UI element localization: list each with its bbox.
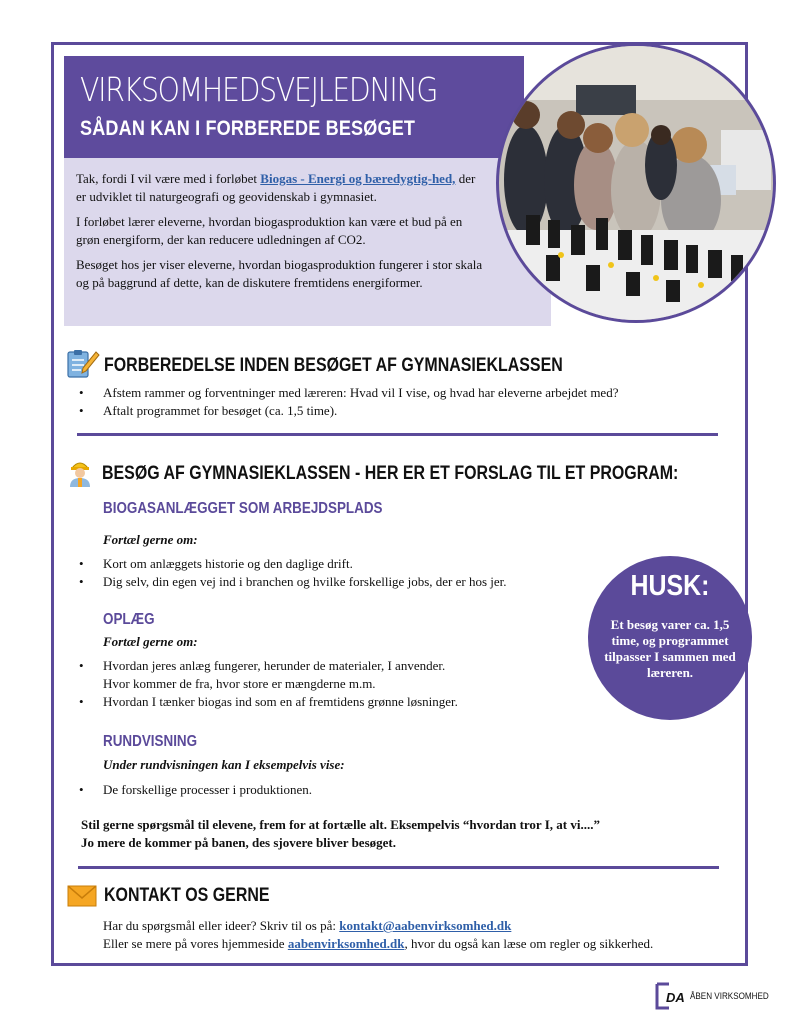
list-item: • De forskellige processer i produktionen. — [79, 781, 579, 799]
contact-line-2: Eller se mere på vores hjemmeside — [103, 936, 288, 951]
list-item: • Afstem rammer og forventninger med læreren: Hvad vil I vise, og hvad har eleverne arbejdet med? — [79, 384, 729, 402]
worker-icon — [67, 458, 93, 488]
divider — [78, 866, 719, 869]
closing-note — [81, 816, 600, 852]
list-item — [79, 657, 579, 693]
tour-list — [79, 781, 579, 799]
divider — [77, 433, 718, 436]
section-visit-heading: BESØG AF GYMNASIEKLASSEN - HER ER ET FORSLAG TIL ET PROGRAM: — [102, 463, 679, 484]
course-link[interactable]: Biogas - Energi og bæredygtig-hed, — [260, 171, 456, 186]
clipboard-pencil-icon — [66, 349, 100, 379]
subsection-workplace-lead: Fortæl gerne om: — [103, 532, 198, 547]
intro-paragraph-2: I forløbet lærer eleverne, hvordan biogasproduktion kan være et bud på en grøn energiform, der kan reducere udledningen af CO2. — [76, 214, 463, 247]
logo-name: ÅBEN VIRKSOMHED — [690, 991, 769, 1001]
page-title: VIRKSOMHEDSVEJLEDNING — [80, 70, 438, 109]
email-link[interactable]: kontakt@aabenvirksomhed.dk — [339, 918, 512, 933]
intro-text — [76, 170, 486, 299]
list-item: • Hvordan I tænker biogas ind som en af fremtidens grønne løsninger. — [79, 693, 579, 711]
logo-mark-text: DA — [666, 990, 685, 1005]
list-item: • Dig selv, din egen vej ind i branchen og hvilke forskellige jobs, der er hos jer. — [79, 573, 599, 591]
list-item-line: Hvordan jeres anlæg fungerer, herunder de materialer, I anvender. — [103, 658, 446, 673]
intro-paragraph-1 — [76, 170, 486, 206]
presentation-list — [79, 657, 579, 711]
intro-p1-rest: der er udviklet til naturgeografi og geovidenskab i gymnasiet. — [76, 171, 476, 204]
husk-title: HUSK: — [630, 570, 710, 602]
list-item: • Aftalt programmet for besøget (ca. 1,5 time). — [79, 402, 729, 420]
subsection-presentation-title: OPLÆG — [103, 611, 155, 628]
husk-body: Et besøg varer ca. 1,5 time, og programmet tilpasser I sammen med læreren. — [604, 617, 736, 680]
section-preparation-heading: FORBEREDELSE INDEN BESØGET AF GYMNASIEKLASSEN — [104, 355, 563, 376]
closing-line-1: Stil gerne spørgsmål til elevene, frem for at fortælle alt. Eksempelvis “hvordan tror I, at vi....” — [81, 817, 600, 832]
contact-text — [103, 917, 653, 953]
subsection-tour-title: RUNDVISNING — [103, 733, 198, 750]
page-subtitle: SÅDAN KAN I FORBEREDE BESØGET — [80, 117, 416, 140]
list-item: • Kort om anlæggets historie og den daglige drift. — [79, 555, 599, 573]
closing-line-2: Jo mere de kommer på banen, des sjovere bliver besøget. — [81, 835, 396, 850]
list-item-line: Hvor kommer de fra, hvor store er mængderne m.m. — [103, 676, 376, 691]
subsection-tour-lead: Under rundvisningen kan I eksempelvis vise: — [103, 757, 345, 772]
preparation-list — [79, 384, 729, 420]
workplace-list — [79, 555, 599, 591]
subsection-presentation-lead: Fortæl gerne om: — [103, 634, 198, 649]
intro-paragraph-3: Besøget hos jer viser eleverne, hvordan biogasproduktion fungerer i stor skala og på baggrund af dette, kan de diskutere fremtidens energiformer. — [76, 257, 483, 290]
logo-mark — [655, 982, 687, 1010]
contact-heading: KONTAKT OS GERNE — [104, 885, 270, 906]
subsection-workplace-title: BIOGASANLÆGGET SOM ARBEJDSPLADS — [103, 500, 383, 517]
students-photo — [486, 40, 786, 326]
contact-line-1: Har du spørgsmål eller ideer? Skriv til os på: — [103, 918, 340, 933]
website-link[interactable]: aabenvirksomhed.dk — [287, 936, 405, 951]
contact-line-2-rest: , hvor du også kan læse om regler og sikkerhed. — [404, 936, 654, 951]
husk-badge — [588, 556, 752, 720]
envelope-icon — [67, 885, 97, 907]
intro-p1-text: Tak, fordi I vil være med i forløbet — [76, 171, 261, 186]
